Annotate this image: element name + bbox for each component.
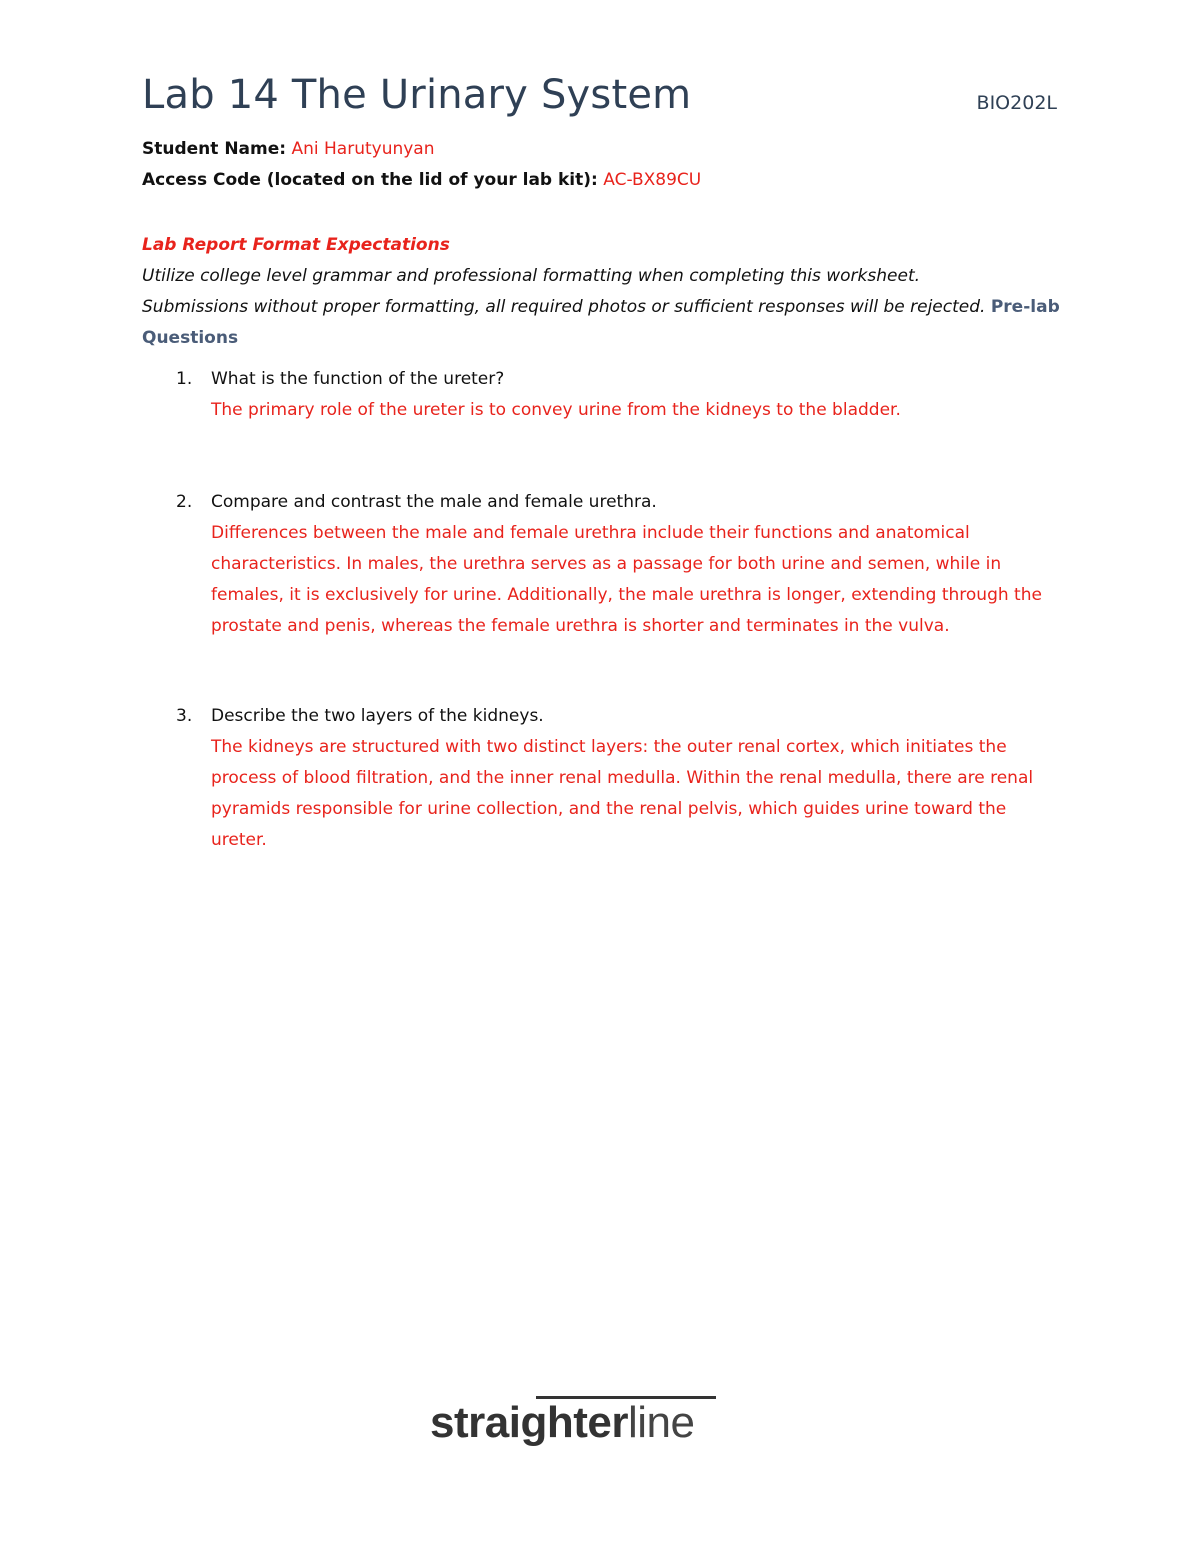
student-name-value: Ani Harutyunyan xyxy=(291,139,435,159)
question-number: 1. xyxy=(176,369,193,389)
logo-wordmark xyxy=(430,1398,694,1448)
answer-text: The primary role of the ureter is to convey urine from the kidneys to the bladder. xyxy=(211,400,901,420)
access-code-line xyxy=(142,170,701,190)
student-name-label: Student Name: xyxy=(142,139,287,159)
course-code: BIO202L xyxy=(976,92,1057,114)
format-line-2-wrap xyxy=(142,292,1062,354)
question-item xyxy=(142,701,1062,856)
answer-text: The kidneys are structured with two distinct layers: the outer renal cortex, which initiates the process of blood filtration, and the inner renal medulla. Within the renal medulla, there are renal pyramids responsible for urine collection, and the renal pelvis, which guides urine toward the ureter. xyxy=(211,737,1034,850)
question-number: 3. xyxy=(176,706,193,726)
logo-light-text: line xyxy=(627,1398,695,1447)
question-item xyxy=(142,487,1062,642)
question-number: 2. xyxy=(176,492,193,512)
access-code-label: Access Code (located on the lid of your lab kit): xyxy=(142,170,598,190)
access-code-value: AC-BX89CU xyxy=(603,170,702,190)
question-text: Describe the two layers of the kidneys. xyxy=(211,706,544,726)
format-line-2: Submissions without proper formatting, all required photos or sufficient responses will be rejected. xyxy=(142,297,986,317)
question-item xyxy=(142,364,1062,426)
answer-text: Differences between the male and female urethra include their functions and anatomical characteristics. In males, the urethra serves as a passage for both urine and semen, while in females, it is exclusively for urine. Additionally, the male urethra is longer, extending through the prostate and penis, whereas the female urethra is shorter and terminates in the vulva. xyxy=(211,523,1042,636)
format-line-1: Utilize college level grammar and professional formatting when completing this worksheet. xyxy=(142,266,921,286)
straighterline-logo xyxy=(430,1390,760,1460)
prelab-heading: Pre-lab Questions xyxy=(142,297,1060,348)
logo-bold-text: straighter xyxy=(430,1398,628,1447)
page-title: Lab 14 The Urinary System xyxy=(142,72,692,118)
question-text: Compare and contrast the male and female urethra. xyxy=(211,492,657,512)
format-heading: Lab Report Format Expectations xyxy=(142,235,450,255)
question-text: What is the function of the ureter? xyxy=(211,369,505,389)
student-name-line xyxy=(142,139,435,159)
format-expectations xyxy=(142,230,1062,354)
